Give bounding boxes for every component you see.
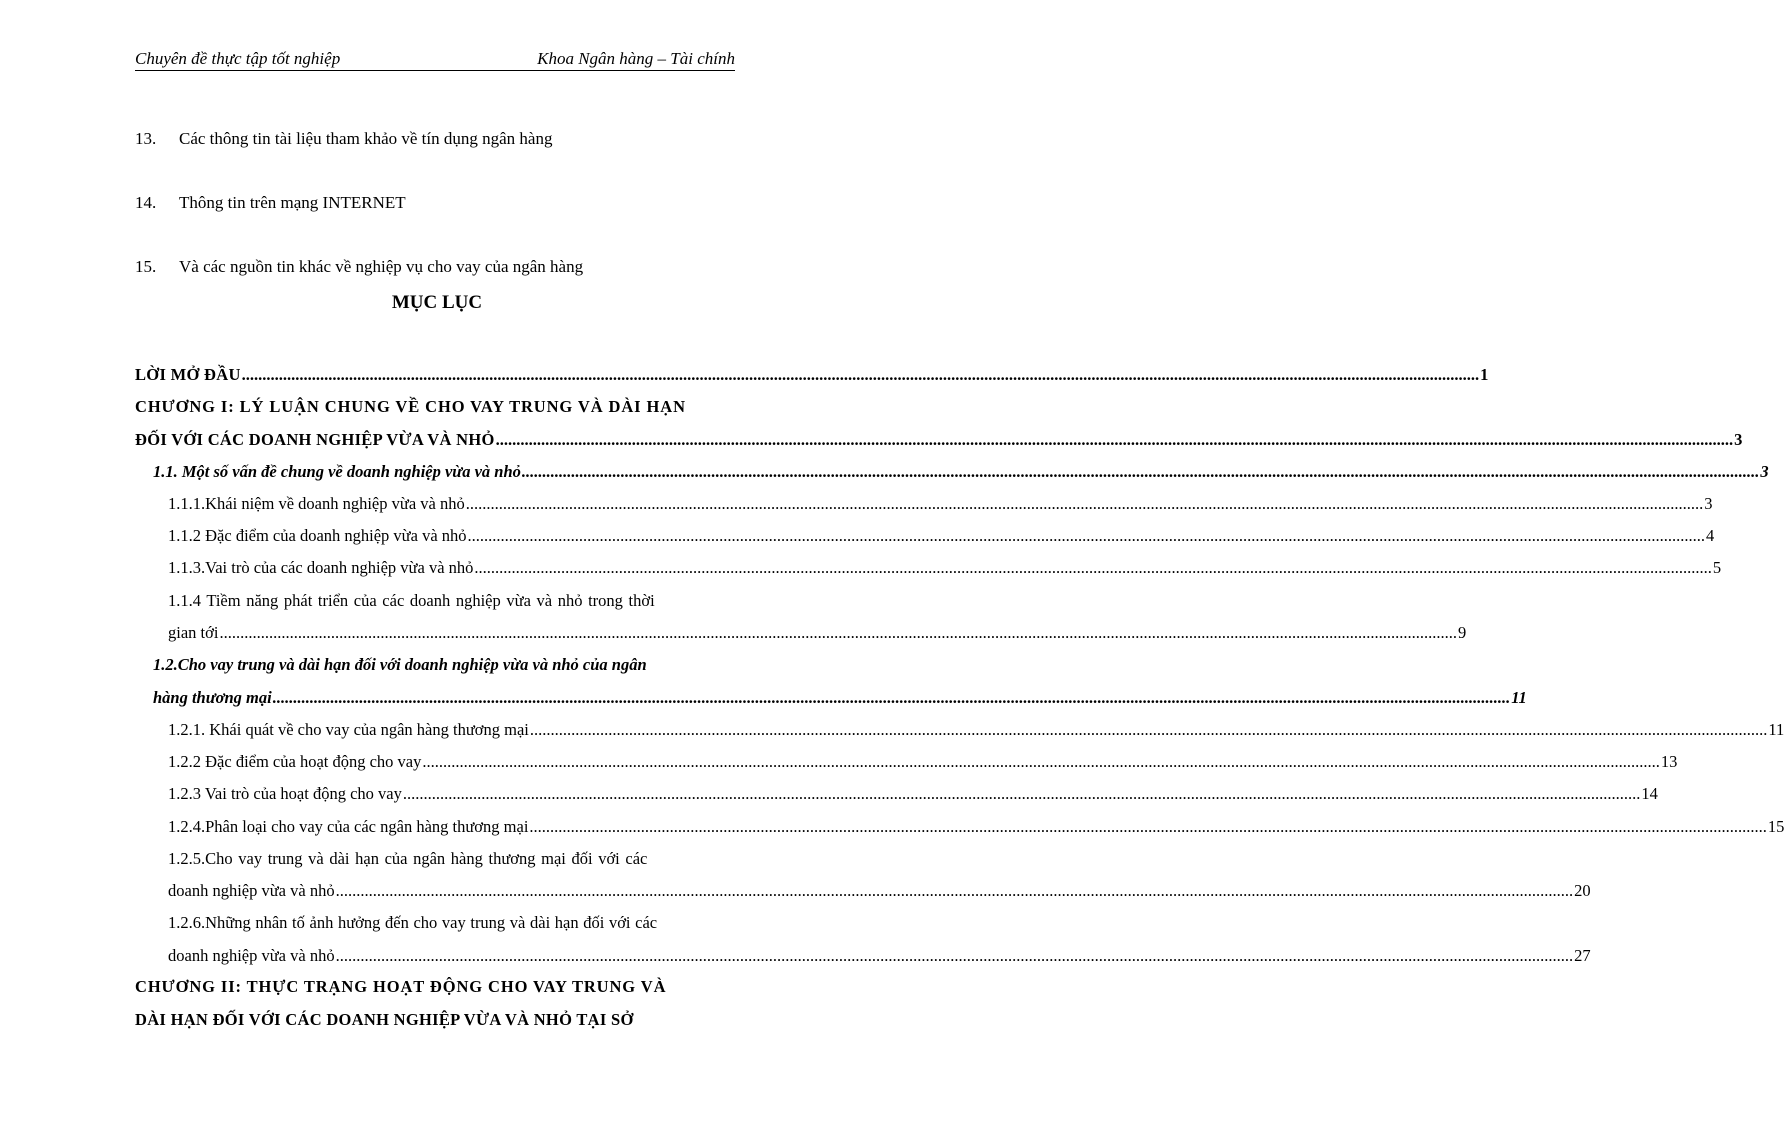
reference-item bbox=[135, 127, 552, 151]
toc-entry-title: 1.2.3 Vai trò của hoạt động cho vay bbox=[168, 784, 402, 803]
toc-entry-title: gian tới bbox=[168, 623, 219, 642]
toc-entry-title: hàng thương mại bbox=[153, 688, 272, 707]
toc-page-number: 3 bbox=[1704, 494, 1713, 513]
dot-leader: ............................................................................................................................................................................................................................................................................................................ bbox=[521, 462, 1760, 481]
toc-page-number: 13 bbox=[1660, 752, 1678, 771]
toc-entry-title: 1.1. Một số vấn đề chung về doanh nghiệp vừa và nhỏ bbox=[153, 462, 521, 481]
toc-entry[interactable] bbox=[168, 814, 1784, 840]
header-left-title: Chuyên đề thực tập tốt nghiệp bbox=[135, 49, 341, 68]
toc-page-number: 11 bbox=[1511, 688, 1527, 707]
toc-entry-introduction[interactable] bbox=[135, 362, 1489, 388]
toc-entry[interactable] bbox=[168, 555, 1722, 581]
toc-entry[interactable] bbox=[168, 781, 1658, 807]
reference-item bbox=[135, 255, 583, 279]
dot-leader: ............................................................................................................................................................................................................................................................................................................ bbox=[402, 784, 1641, 803]
toc-page-number: 3 bbox=[1760, 462, 1769, 481]
header-right-title: Khoa Ngân hàng – Tài chính bbox=[537, 49, 735, 68]
toc-entry-title: 1.1.1.Khái niệm về doanh nghiệp vừa và nhỏ bbox=[168, 494, 465, 513]
toc-entry-title: 1.2.Cho vay trung và dài hạn đối với doanh nghiệp vừa và nhỏ của ngân bbox=[153, 655, 647, 674]
toc-entry[interactable] bbox=[168, 717, 1784, 743]
toc-chapter-heading[interactable] bbox=[135, 1007, 739, 1033]
dot-leader: ............................................................................................................................................................................................................................................................................................................ bbox=[467, 526, 1706, 545]
toc-page-number: 4 bbox=[1706, 526, 1715, 545]
reference-text: Các thông tin tài liệu tham khảo về tín dụng ngân hàng bbox=[179, 129, 553, 148]
toc-entry-title: doanh nghiệp vừa và nhỏ bbox=[168, 881, 335, 900]
toc-entry-title: DÀI HẠN ĐỐI VỚI CÁC DOANH NGHIỆP VỪA VÀ NHỎ TẠI SỞ bbox=[135, 1010, 634, 1029]
toc-title: MỤC LỤC bbox=[391, 292, 483, 313]
toc-entry[interactable] bbox=[168, 878, 1591, 904]
toc-page-number: 11 bbox=[1768, 720, 1784, 739]
reference-text: Thông tin trên mạng INTERNET bbox=[179, 193, 406, 212]
toc-page-number: 20 bbox=[1574, 881, 1591, 900]
toc-entry-title: 1.2.4.Phân loại cho vay của các ngân hàng thương mại bbox=[168, 817, 529, 836]
toc-page-number: 14 bbox=[1641, 784, 1658, 803]
page-header bbox=[135, 48, 735, 71]
toc-entry-title: LỜI MỞ ĐẦU bbox=[135, 365, 241, 384]
dot-leader: ............................................................................................................................................................................................................................................................................................................ bbox=[529, 817, 1767, 836]
toc-entry[interactable] bbox=[168, 943, 1591, 969]
toc-page-number: 15 bbox=[1767, 817, 1784, 836]
toc-entry[interactable] bbox=[168, 749, 1678, 775]
toc-page-number: 27 bbox=[1574, 946, 1591, 965]
toc-entry-title: ĐỐI VỚI CÁC DOANH NGHIỆP VỪA VÀ NHỎ bbox=[135, 430, 495, 449]
dot-leader: ............................................................................................................................................................................................................................................................................................................ bbox=[335, 881, 1574, 900]
toc-entry[interactable] bbox=[168, 491, 1713, 517]
toc-page-number: 1 bbox=[1480, 365, 1489, 384]
toc-entry[interactable] bbox=[168, 846, 739, 872]
toc-page-number: 9 bbox=[1457, 623, 1467, 642]
dot-leader: ............................................................................................................................................................................................................................................................................................................ bbox=[474, 558, 1712, 577]
toc-page-number: 5 bbox=[1712, 558, 1722, 577]
reference-text: Và các nguồn tin khác về nghiệp vụ cho vay của ngân hàng bbox=[179, 257, 584, 276]
toc-entry-title: 1.1.4 Tiềm năng phát triển của các doanh nghiệp vừa và nhỏ trong thời bbox=[168, 591, 655, 610]
toc-entry-title: CHƯƠNG I: LÝ LUẬN CHUNG VỀ CHO VAY TRUNG VÀ DÀI HẠN bbox=[135, 397, 686, 416]
toc-entry-title: CHƯƠNG II: THỰC TRẠNG HOẠT ĐỘNG CHO VAY TRUNG VÀ bbox=[135, 977, 667, 996]
toc-entry[interactable] bbox=[168, 588, 739, 614]
toc-entry[interactable] bbox=[153, 652, 739, 678]
toc-entry[interactable] bbox=[153, 685, 1527, 711]
toc-entry[interactable] bbox=[168, 910, 739, 936]
toc-entry[interactable] bbox=[153, 459, 1769, 485]
reference-number: 13. bbox=[135, 129, 157, 148]
dot-leader: ............................................................................................................................................................................................................................................................................................................ bbox=[241, 365, 1480, 384]
toc-entry-title: 1.1.3.Vai trò của các doanh nghiệp vừa và nhỏ bbox=[168, 558, 474, 577]
toc-entry[interactable] bbox=[168, 523, 1715, 549]
reference-item bbox=[135, 191, 406, 215]
toc-entry[interactable] bbox=[135, 427, 1743, 453]
dot-leader: ............................................................................................................................................................................................................................................................................................................ bbox=[272, 688, 1511, 707]
dot-leader: ............................................................................................................................................................................................................................................................................................................ bbox=[529, 720, 1768, 739]
toc-chapter-heading[interactable] bbox=[135, 394, 739, 420]
dot-leader: ............................................................................................................................................................................................................................................................................................................ bbox=[495, 430, 1734, 449]
toc-entry-title: 1.2.5.Cho vay trung và dài hạn của ngân hàng thương mại đối với các bbox=[168, 849, 648, 868]
reference-number: 15. bbox=[135, 257, 157, 276]
toc-entry[interactable] bbox=[168, 620, 1467, 646]
dot-leader: ............................................................................................................................................................................................................................................................................................................ bbox=[335, 946, 1574, 965]
toc-entry-title: 1.2.2 Đặc điểm của hoạt động cho vay bbox=[168, 752, 422, 771]
dot-leader: ............................................................................................................................................................................................................................................................................................................ bbox=[422, 752, 1660, 771]
toc-entry-title: doanh nghiệp vừa và nhỏ bbox=[168, 946, 335, 965]
toc-chapter-heading[interactable] bbox=[135, 974, 739, 1000]
reference-number: 14. bbox=[135, 193, 157, 212]
toc-entry-title: 1.1.2 Đặc điểm của doanh nghiệp vừa và nhỏ bbox=[168, 526, 467, 545]
toc-page-number: 3 bbox=[1734, 430, 1743, 449]
dot-leader: ............................................................................................................................................................................................................................................................................................................ bbox=[465, 494, 1704, 513]
dot-leader: ............................................................................................................................................................................................................................................................................................................ bbox=[219, 623, 1457, 642]
toc-entry-title: 1.2.1. Khái quát về cho vay của ngân hàng thương mại bbox=[168, 720, 529, 739]
toc-entry-title: 1.2.6.Những nhân tố ảnh hưởng đến cho vay trung và dài hạn đối với các bbox=[168, 913, 658, 932]
